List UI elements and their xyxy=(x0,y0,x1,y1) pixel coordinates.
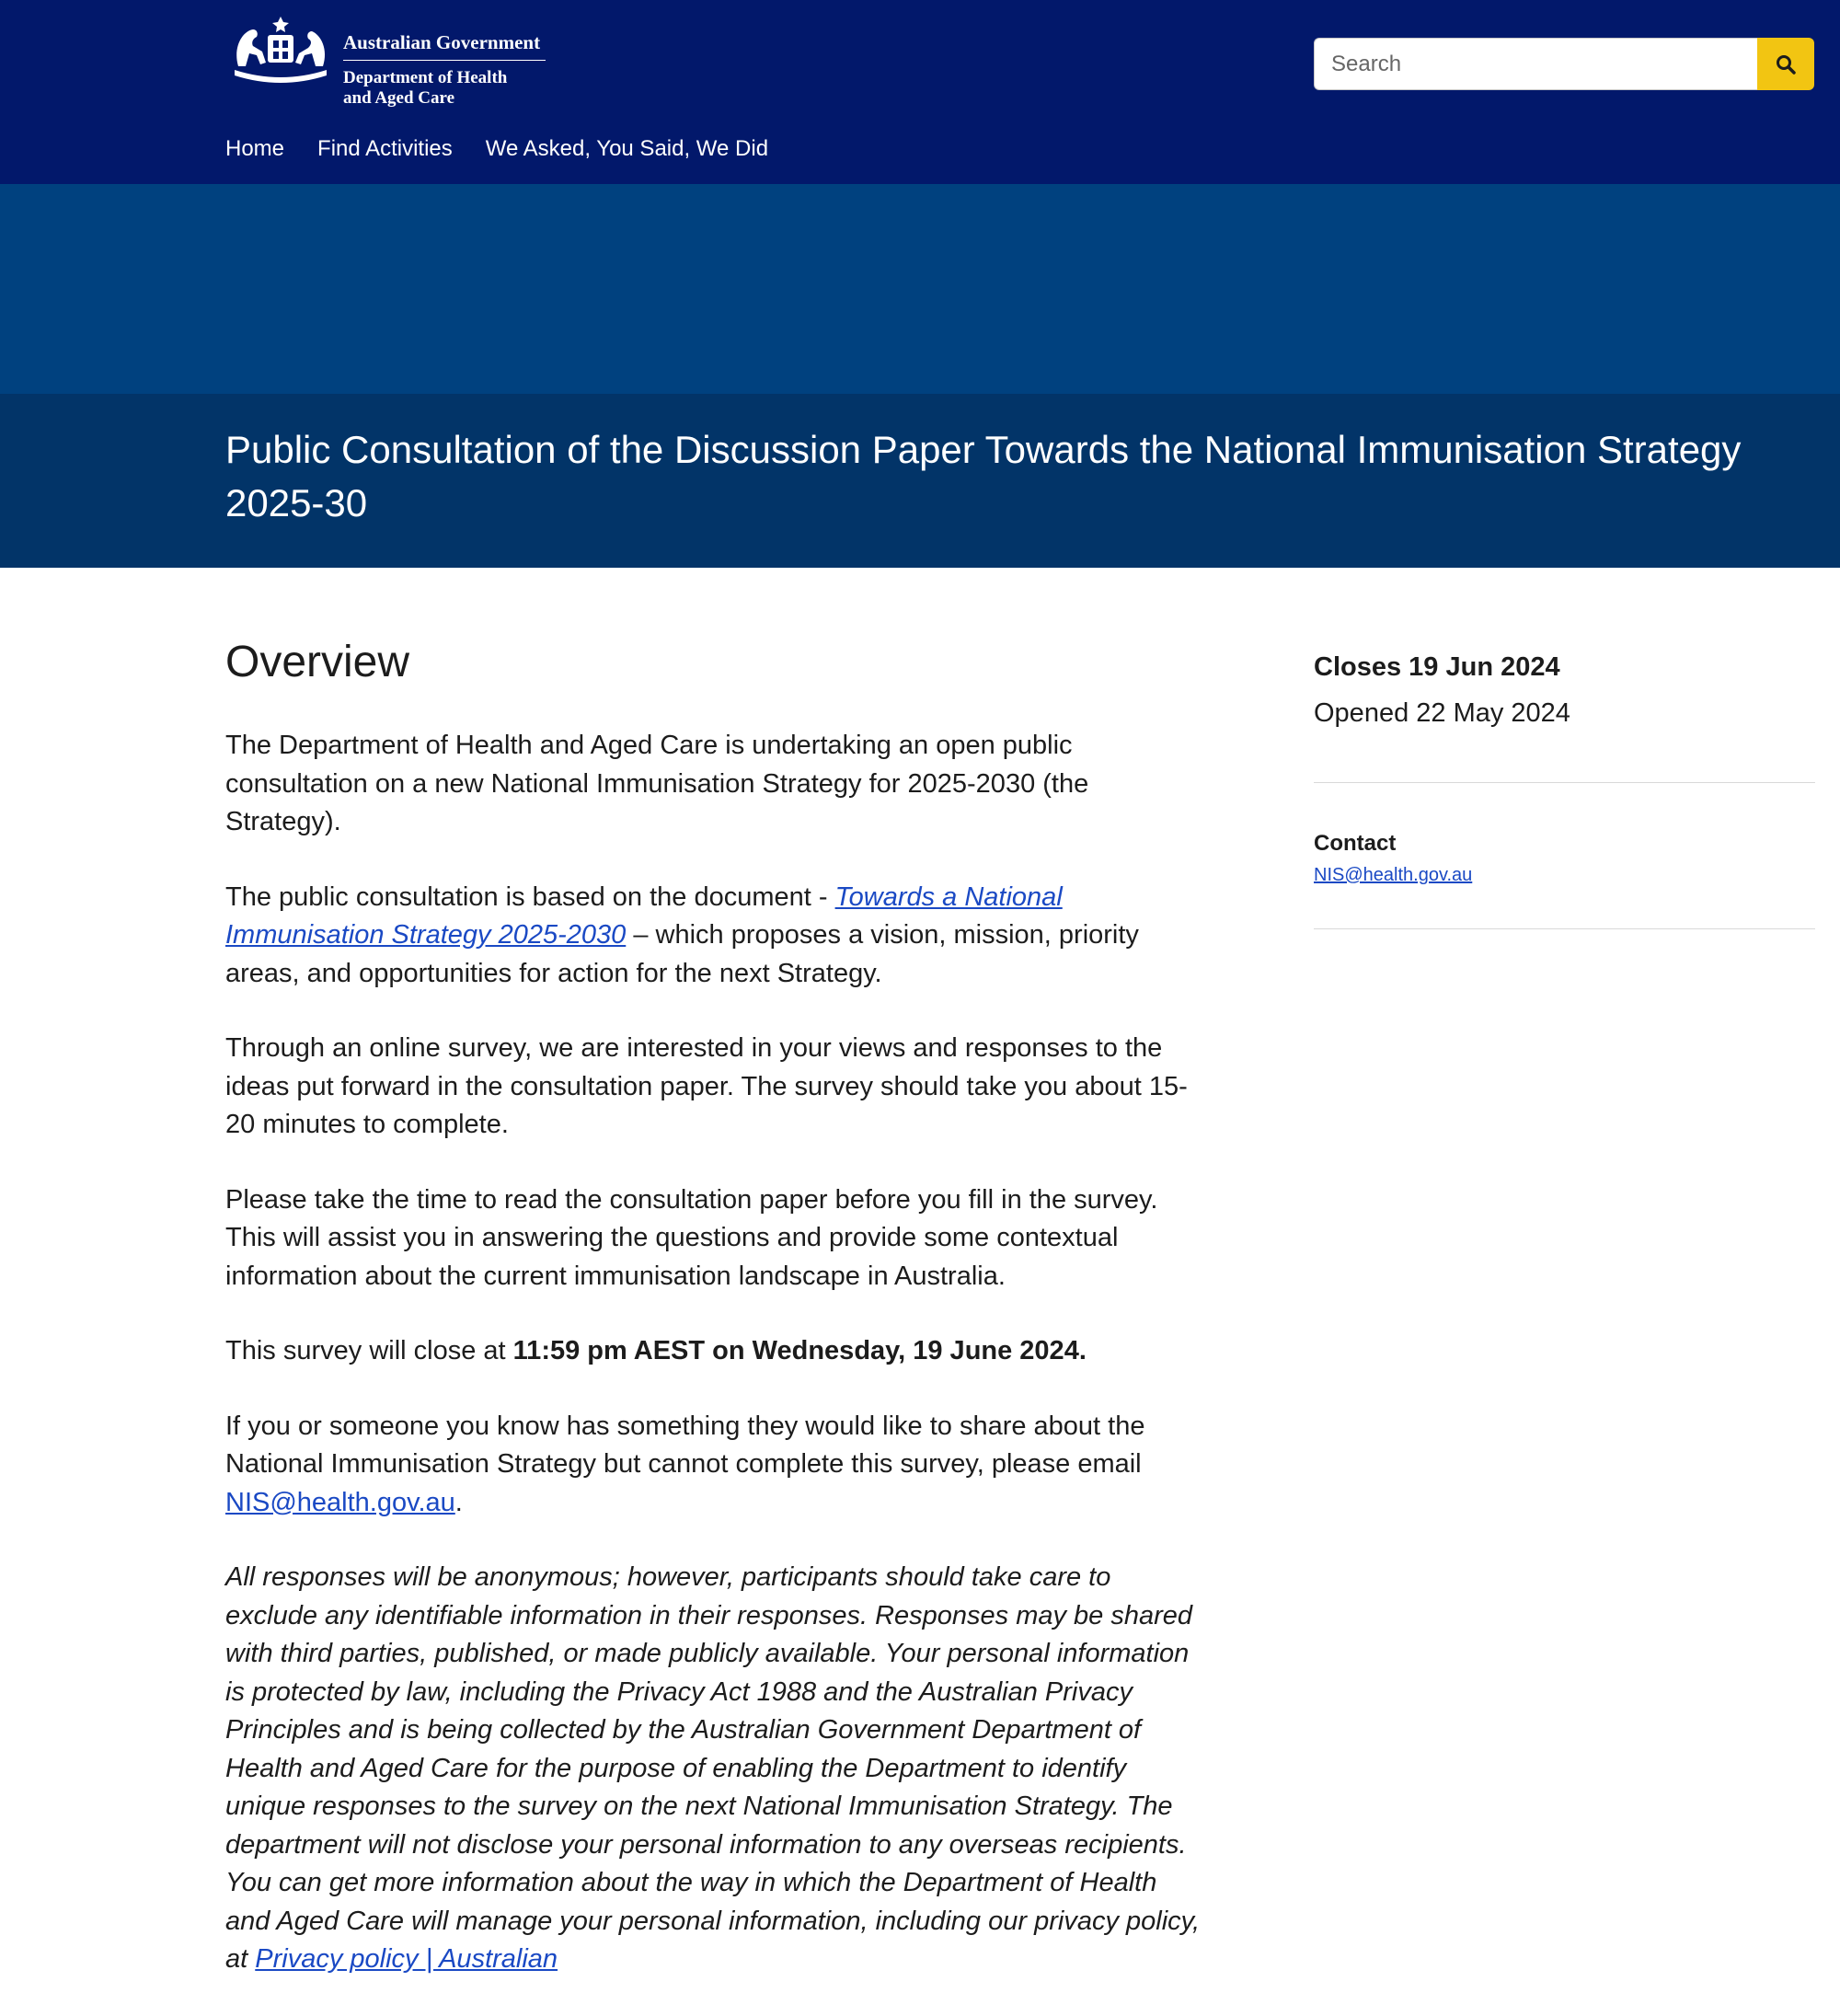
search-bar xyxy=(1314,38,1814,90)
sidebar-divider xyxy=(1314,782,1815,783)
closing-date: Closes 19 Jun 2024 xyxy=(1314,652,1560,682)
logo-department-line2: and Aged Care xyxy=(343,88,455,108)
sidebar-divider-2 xyxy=(1314,928,1815,929)
overview-heading: Overview xyxy=(225,638,410,686)
search-input[interactable] xyxy=(1314,38,1757,90)
survey-paragraph: Through an online survey, we are interested in your views and responses to the ideas put forward in the consultation paper. The survey should take you about 15-20 minutes to complete. xyxy=(225,1033,1188,1139)
nav-find-activities[interactable]: Find Activities xyxy=(317,136,453,161)
search-icon xyxy=(1775,53,1797,75)
privacy-paragraph xyxy=(225,1559,1201,1979)
coat-of-arms-icon xyxy=(225,11,336,88)
document-paragraph xyxy=(225,879,1201,994)
logo-government-text: Australian Government xyxy=(343,11,546,61)
privacy-policy-link[interactable]: Privacy policy | Australian xyxy=(255,1944,558,1974)
contact-label: Contact xyxy=(1314,831,1397,856)
close-date-strong: 11:59 pm AEST on Wednesday, 19 June 2024. xyxy=(512,1336,1087,1365)
close-date-text: This survey will close at xyxy=(225,1336,513,1365)
document-paragraph-text: The public consultation is based on the document - xyxy=(225,881,835,912)
close-date-paragraph xyxy=(225,1332,1201,1371)
document-paragraph-text-2: – which proposes a vision, mission, priority areas, and opportunities for action for the next Strategy. xyxy=(225,920,1139,988)
logo-department-line1: Department of Health xyxy=(343,68,508,87)
sidebar xyxy=(1314,644,1815,929)
site-header xyxy=(0,0,1840,184)
email-paragraph-text: If you or someone you know has something they would like to share about the National Immunisation Strategy but cannot complete this survey, please email xyxy=(225,1411,1145,1479)
nav-home[interactable]: Home xyxy=(225,136,285,161)
government-logo[interactable] xyxy=(225,11,546,109)
email-paragraph xyxy=(225,1408,1201,1523)
search-button[interactable] xyxy=(1757,38,1814,90)
strategy-document-link[interactable]: Towards a National Immunisation Strategy 2025-2030 xyxy=(225,881,1063,950)
email-paragraph-period: . xyxy=(454,1487,463,1517)
main-content xyxy=(225,626,1201,2016)
read-paper-paragraph: Please take the time to read the consultation paper before you fill in the survey. This will assist you in answering the questions and provide some contextual information about the current immunisation landscape in Australia. xyxy=(225,1184,1158,1291)
privacy-text: All responses will be anonymous; however, participants should take care to exclude any identifiable information in their responses. Responses may be shared with third parties, published, or made publicly available. Your personal information is protected by law, including the Privacy Act 1988 and the Australian Privacy Principles and is being collected by the Australian Government Department of Health and Aged Care for the purpose of enabling the Department to identify unique responses to the survey on the next National Immunisation Strategy. The department will not disclose your personal information to any overseas recipients. You can get more information about the way in which the Department of Health and Aged Care will manage your personal information, including our privacy policy, at xyxy=(225,1562,1201,1974)
nav-we-asked[interactable]: We Asked, You Said, We Did xyxy=(485,136,769,161)
main-navigation xyxy=(225,136,768,162)
hero-banner xyxy=(0,184,1840,394)
contact-email-link[interactable]: NIS@health.gov.au xyxy=(1314,865,1473,885)
email-link[interactable]: NIS@health.gov.au xyxy=(225,1487,455,1517)
opening-date: Opened 22 May 2024 xyxy=(1314,698,1570,728)
intro-paragraph: The Department of Health and Aged Care is undertaking an open public consultation on a new National Immunisation Strategy for 2025-2030 (the Strategy). xyxy=(225,731,1089,836)
page-title: Public Consultation of the Discussion Paper Towards the National Immunisation Strategy 2025-30 xyxy=(225,428,1742,524)
